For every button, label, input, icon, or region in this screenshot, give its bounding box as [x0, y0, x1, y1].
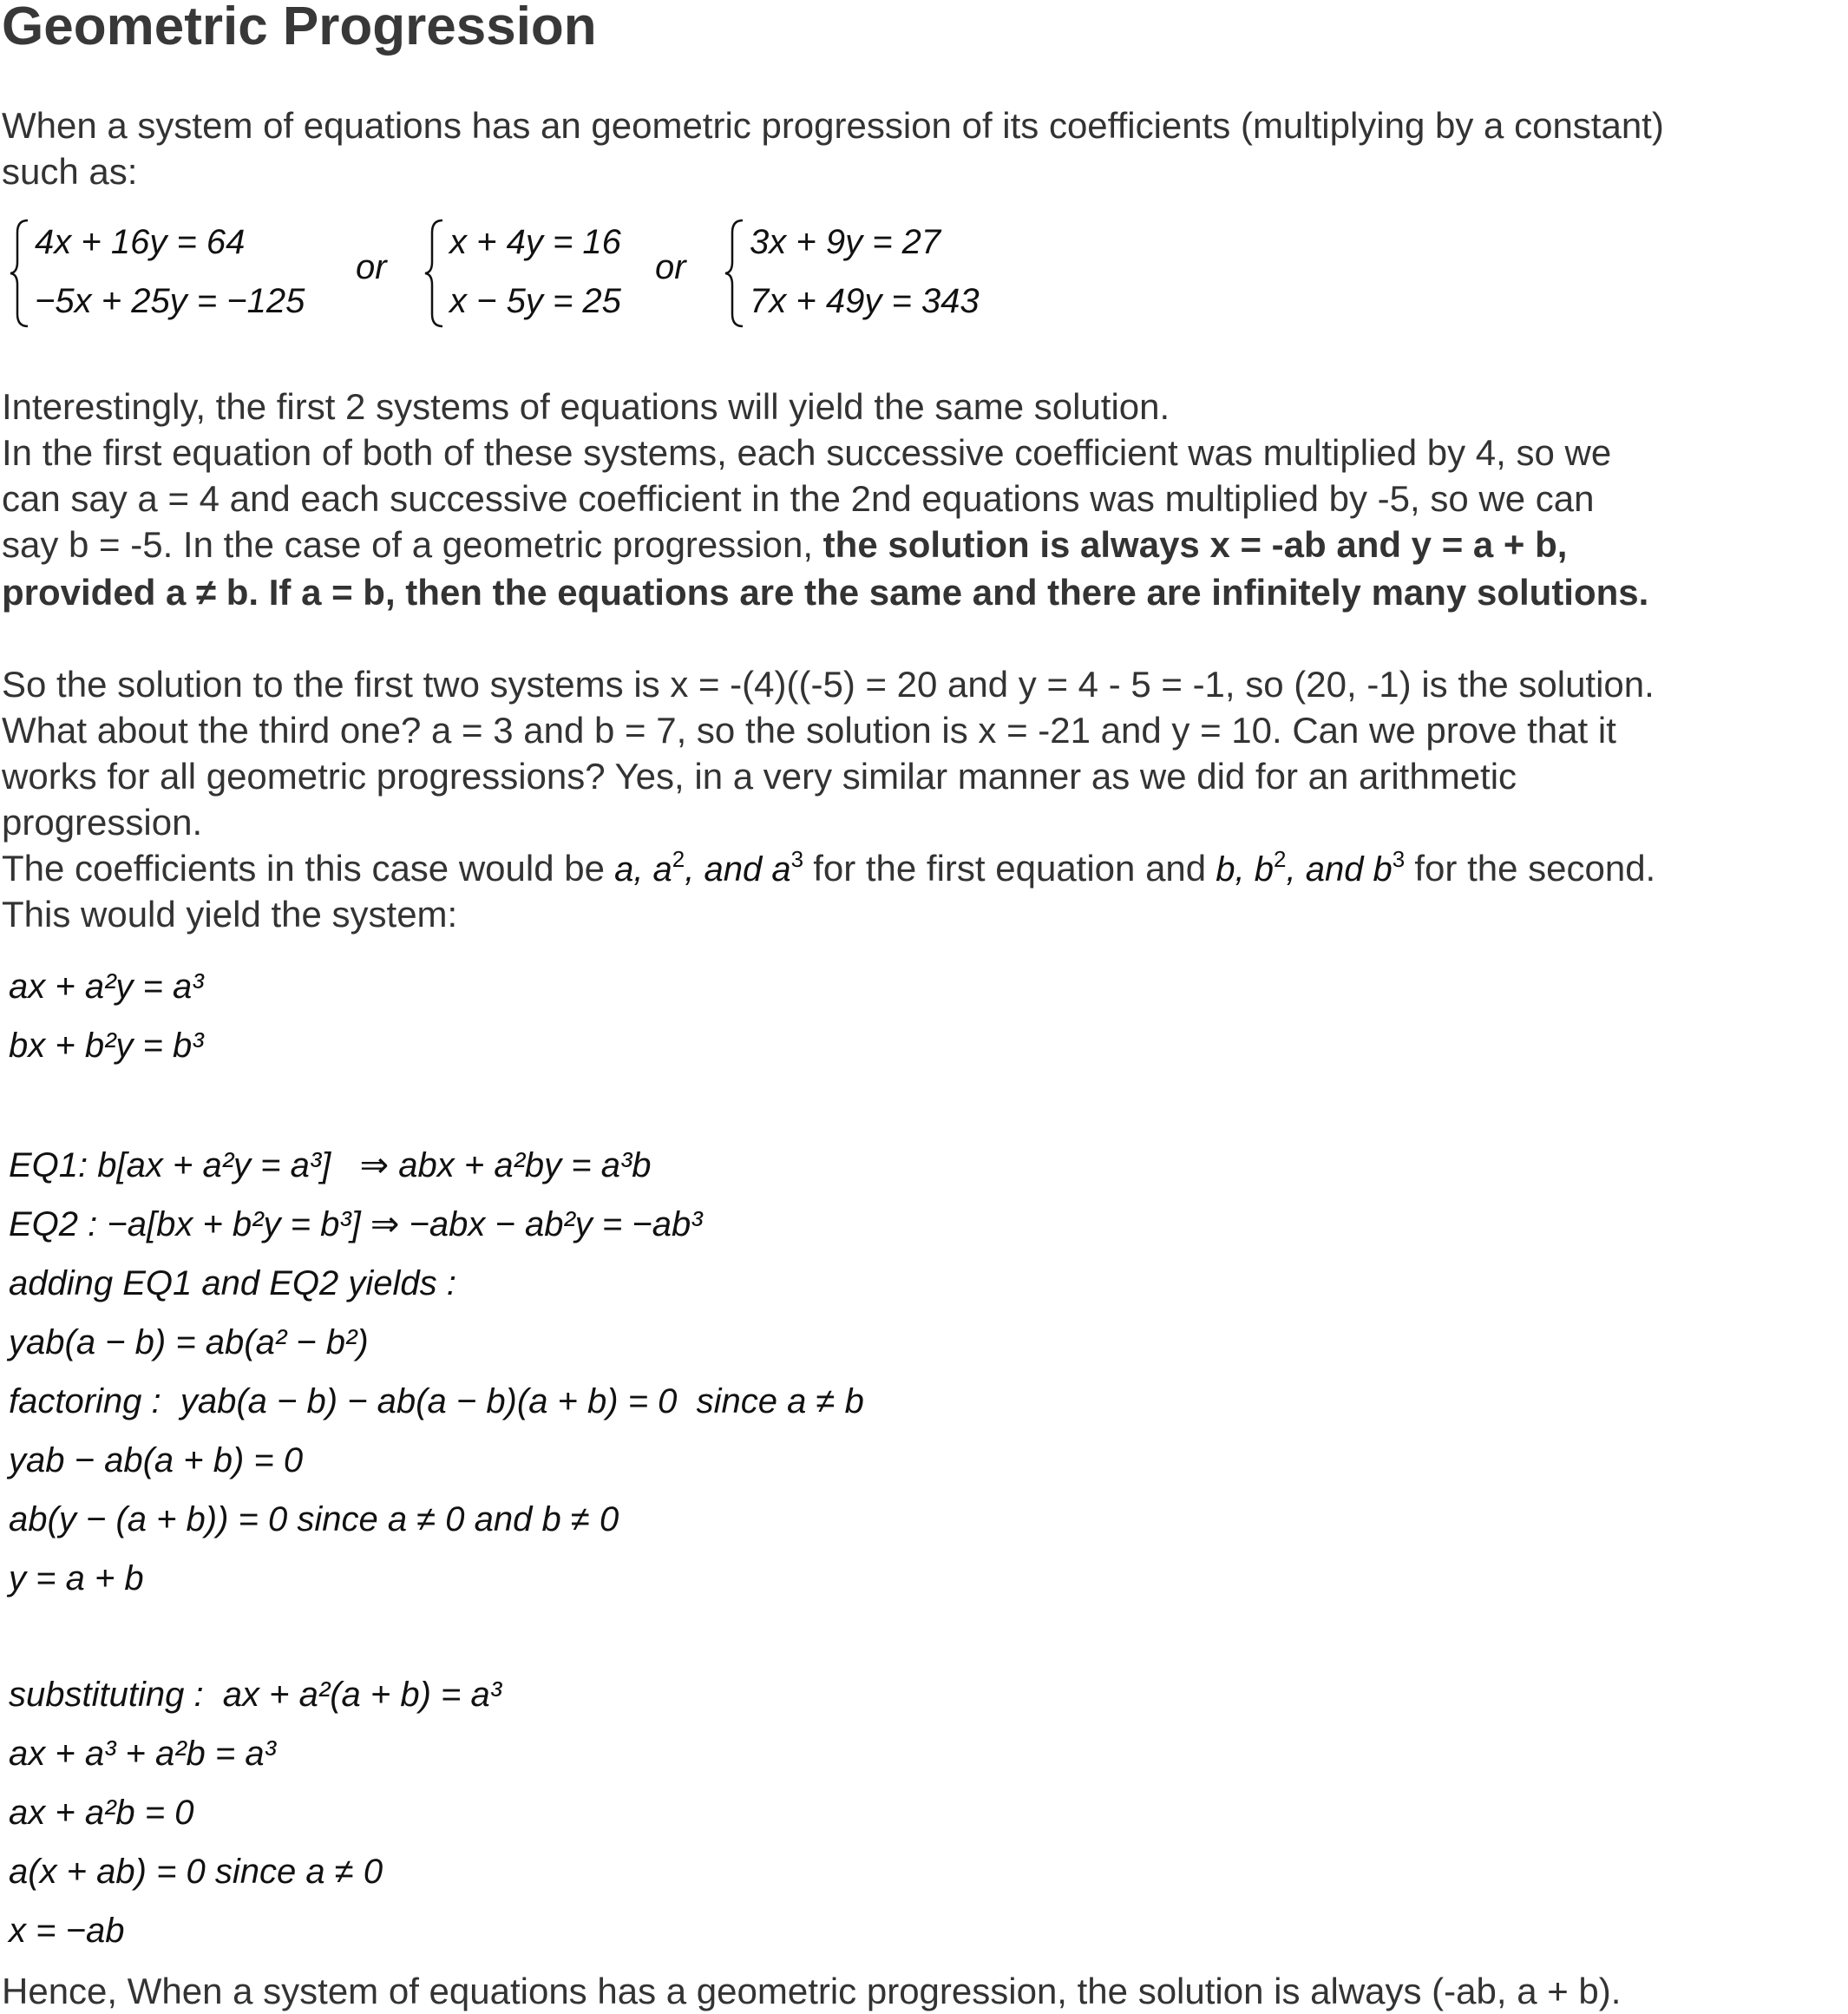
coefficients-b: b, $b^2$, and $b^3$	[1206, 846, 1406, 889]
system-1	[7, 217, 337, 330]
left-brace-icon	[722, 217, 748, 330]
page-title: Geometric Progression	[2, 0, 597, 56]
proof-step-eq1: EQ1: b[ax + a²y = a³] ⇒ abx + a²by = a³b	[9, 1146, 652, 1184]
left-brace-icon	[422, 217, 448, 330]
explanation-line-5: provided a ≠ b. If a = b, then the equations are the same and there are infinitely many solutions.	[2, 572, 1649, 613]
proof-step-simplify: yab − ab(a + b) = 0	[9, 1441, 304, 1479]
solution-line-5-a: The coefficients in this case would be	[2, 848, 605, 889]
proof-step-x-result: x = −ab	[9, 1912, 125, 1950]
proof-step-factoring: factoring : yab(a − b) − ab(a − b)(a + b) = 0 since a ≠ b	[9, 1382, 864, 1420]
system-3-equation-2: 7x + 49y = 343	[750, 282, 980, 320]
proof-step-eq2: EQ2 : −a[bx + b²y = b³] ⇒ −abx − ab²y = −ab³	[9, 1205, 703, 1243]
system-1-equation-2: −5x + 25y = −125	[35, 282, 305, 320]
proof-step-factor-ab: ab(y − (a + b)) = 0 since a ≠ 0 and b ≠ 0	[9, 1500, 619, 1538]
explanation-line-2: In the first equation of both of these systems, each successive coefficient was multiplied by 4, so we	[2, 432, 1612, 473]
proof-step-substituting: substituting : ax + a²(a + b) = a³	[9, 1676, 502, 1714]
general-equation-2: bx + b²y = b³	[9, 1027, 204, 1065]
proof-step-y-result: y = a + b	[9, 1559, 144, 1597]
proof-step-expand: ax + a³ + a²b = a³	[9, 1735, 276, 1773]
system-2-equation-1: x + 4y = 16	[449, 223, 621, 261]
or-label-2: or	[655, 248, 686, 286]
solution-line-5	[2, 845, 1655, 893]
proof-step-adding: adding EQ1 and EQ2 yields :	[9, 1264, 456, 1302]
explanation-line-4-normal: say b = -5. In the case of a geometric progression,	[2, 524, 823, 565]
or-label-1: or	[356, 248, 387, 286]
general-equation-1: ax + a²y = a³	[9, 968, 204, 1006]
proof-step-factor-a: a(x + ab) = 0 since a ≠ 0	[9, 1853, 383, 1891]
conclusion: Hence, When a system of equations has a geometric progression, the solution is always (-ab, a + b).	[2, 1971, 1622, 2011]
coefficients-a: a, $a^2$, and $a^3$	[604, 846, 804, 889]
explanation-line-3: can say a = 4 and each successive coefficient in the 2nd equations was multiplied by -5, so we can	[2, 478, 1595, 519]
proof-step-yab: yab(a − b) = ab(a² − b²)	[9, 1323, 369, 1361]
solution-line-5-b: for the first equation and	[813, 848, 1207, 889]
system-3-equation-1: 3x + 9y = 27	[750, 223, 941, 261]
system-1-equation-1: 4x + 16y = 64	[35, 223, 246, 261]
solution-line-1: So the solution to the first two systems is x = -(4)((-5) = 20 and y = 4 - 5 = -1, so (20, -1) is the solution.	[2, 664, 1655, 705]
system-2-equation-2: x − 5y = 25	[449, 282, 621, 320]
intro-line-1: When a system of equations has an geometric progression of its coefficients (multiplying by a constant)	[2, 105, 1664, 146]
solution-line-4: progression.	[2, 802, 203, 843]
solution-line-5-c: for the second.	[1414, 848, 1656, 889]
explanation-line-1: Interestingly, the first 2 systems of equations will yield the same solution.	[2, 386, 1170, 427]
system-3	[722, 217, 1008, 330]
solution-line-6: This would yield the system:	[2, 894, 458, 935]
proof-step-cancel: ax + a²b = 0	[9, 1794, 194, 1832]
solution-line-3: works for all geometric progressions? Yes, in a very similar manner as we did for an arithmetic	[2, 756, 1517, 797]
explanation-line-4-bold: the solution is always x = -ab and y = a + b,	[822, 524, 1568, 565]
system-2	[422, 217, 656, 330]
left-brace-icon	[7, 217, 33, 330]
intro-line-2: such as:	[2, 151, 138, 192]
solution-line-2: What about the third one? a = 3 and b = 7, so the solution is x = -21 and y = 10. Can we prove that it	[2, 710, 1616, 751]
explanation-line-4	[2, 522, 1567, 567]
